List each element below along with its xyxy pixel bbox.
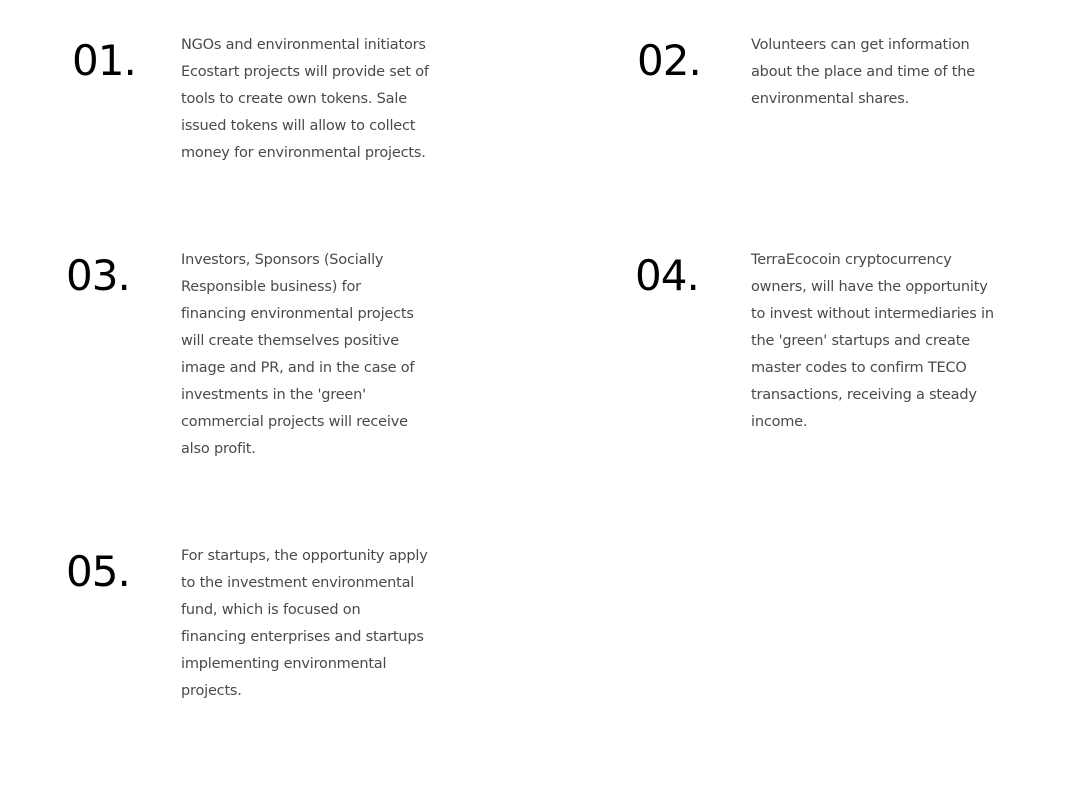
feature-number: 01. xyxy=(72,36,136,85)
feature-number: 04. xyxy=(635,251,699,300)
feature-number: 02. xyxy=(637,36,701,85)
feature-description: Investors, Sponsors (Socially Responsible business) for financing environmental projects will create themselves positive image and PR, and in the case of investments in the 'green' commercial projects will receive also profit. xyxy=(181,252,415,457)
feature-number: 03. xyxy=(66,251,130,300)
feature-description: TerraEcocoin cryptocurrency owners, will have the opportunity to invest without intermediaries in the 'green' startups and create master codes to confirm TECO transactions, receiving a steady income. xyxy=(751,252,994,430)
feature-description: Volunteers can get information about the place and time of the environmental shares. xyxy=(751,37,975,107)
feature-description: For startups, the opportunity apply to the investment environmental fund, which is focused on financing enterprises and startups implementing environmental projects. xyxy=(181,548,428,699)
feature-number: 05. xyxy=(66,547,130,596)
feature-description: NGOs and environmental initiators Ecostart projects will provide set of tools to create own tokens. Sale issued tokens will allow to collect money for environmental projects. xyxy=(181,37,429,161)
